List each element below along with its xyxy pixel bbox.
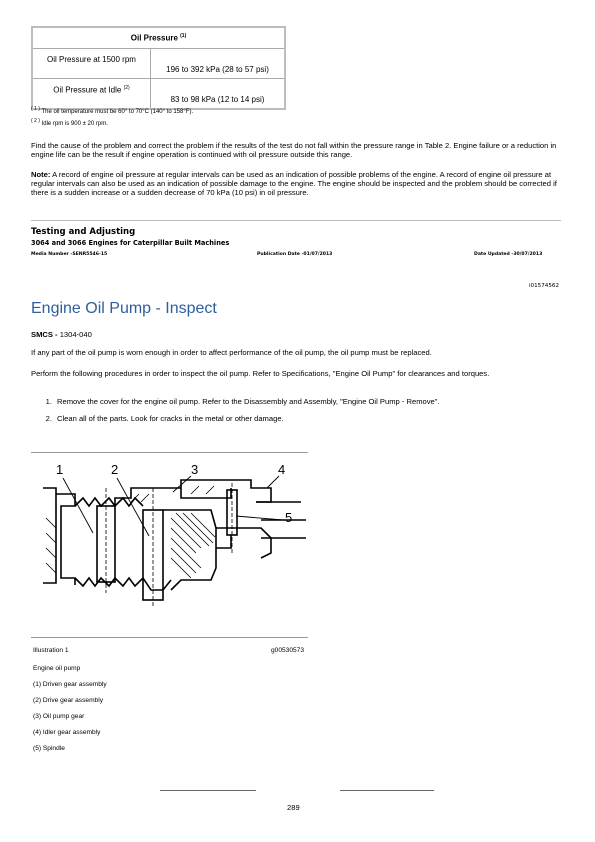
part-label: (3) Oil pump gear — [33, 713, 85, 720]
document-id: i01574562 — [529, 283, 560, 289]
table-cell-value: 196 to 392 kPa (28 to 57 psi) — [151, 49, 286, 79]
procedure-steps — [31, 397, 571, 431]
table-cell-label: Oil Pressure at Idle $^{(2)}$ — [32, 79, 151, 110]
illustration-top-rule — [31, 452, 308, 453]
table-row — [32, 49, 285, 79]
part-label: (1) Driven gear assembly — [33, 681, 107, 688]
oil-pressure-table — [31, 26, 286, 110]
table-row — [32, 79, 285, 110]
callout-5: 5 — [285, 510, 293, 525]
part-label: (4) Idler gear assembly — [33, 729, 101, 736]
part-label: (2) Drive gear assembly — [33, 697, 103, 704]
callout-3: 3 — [191, 462, 199, 477]
list-item: 1. Remove the cover for the engine oil pump. Refer to the Disassembly and Assembly, "Engine Oil Pump - Remove". — [45, 397, 440, 406]
publication-date: Publication Date -01/07/2013 — [257, 252, 333, 257]
illustration-title: Engine oil pump — [33, 665, 81, 672]
callout-1: 1 — [56, 462, 64, 477]
oil-pump-illustration — [31, 458, 311, 618]
paragraph-perform: Perform the following procedures in order to inspect the oil pump. Refer to Specifications, "Engine Oil Pump" for clearances and torques. — [31, 369, 490, 378]
table-cell-value: 83 to 98 kPa (12 to 14 psi) — [151, 79, 286, 110]
footer-rule-right — [340, 790, 434, 791]
footer-rule-left — [160, 790, 256, 791]
divider — [31, 220, 561, 221]
table-title: Oil Pressure $^{(1)}$ — [32, 27, 285, 49]
footnote-2: $^{( 2 )}$ Idle rpm is 900 ± 20 rpm. — [31, 118, 108, 127]
document-subtitle: 3064 and 3066 Engines for Caterpillar Built Machines — [31, 239, 230, 247]
illustration-code: g00530573 — [271, 647, 305, 654]
media-number: Media Number -SENR5546-15 — [31, 252, 108, 257]
table-cell-label: Oil Pressure at 1500 rpm — [32, 49, 151, 79]
paragraph-replace: If any part of the oil pump is worn enough in order to affect performance of the oil pump, the oil pump must be replaced. — [31, 348, 432, 357]
illustration-bottom-rule — [31, 637, 308, 638]
paragraph-find-cause: Find the cause of the problem and correct the problem if the results of the test do not fall within the pressure range in Table 2. Engine failure or a reduction in engine life can be the result if engine operation is continued with oil pressure outside this range. — [31, 141, 557, 159]
part-label: (5) Spindle — [33, 745, 65, 752]
callout-2: 2 — [111, 462, 119, 477]
footnote-1: $^{( 1 )}$ The oil temperature must be 60° to 70°C (140° to 158°F). — [31, 106, 194, 115]
page-number: 289 — [287, 803, 300, 812]
list-item: 2. Clean all of the parts. Look for cracks in the metal or other damage. — [45, 414, 284, 423]
section-title: Testing and Adjusting — [31, 227, 136, 237]
illustration-label: Illustration 1 — [33, 647, 69, 654]
note-paragraph: Note: A record of engine oil pressure at regular intervals can be used as an indication of possible problems of the engine. A record of engine oil pressure at regular intervals can also be used as an indication of possible damage to the engine. The engine should be inspected and the problem should be corrected if there is a sudden increase or a sudden decrease of 70 kPa (10 psi) in oil pressure. — [31, 170, 557, 197]
callout-4: 4 — [278, 462, 286, 477]
date-updated: Date Updated -30/07/2013 — [474, 252, 543, 257]
smcs-code: SMCS - 1304-040 — [31, 330, 92, 339]
page-title: Engine Oil Pump - Inspect — [31, 300, 217, 317]
